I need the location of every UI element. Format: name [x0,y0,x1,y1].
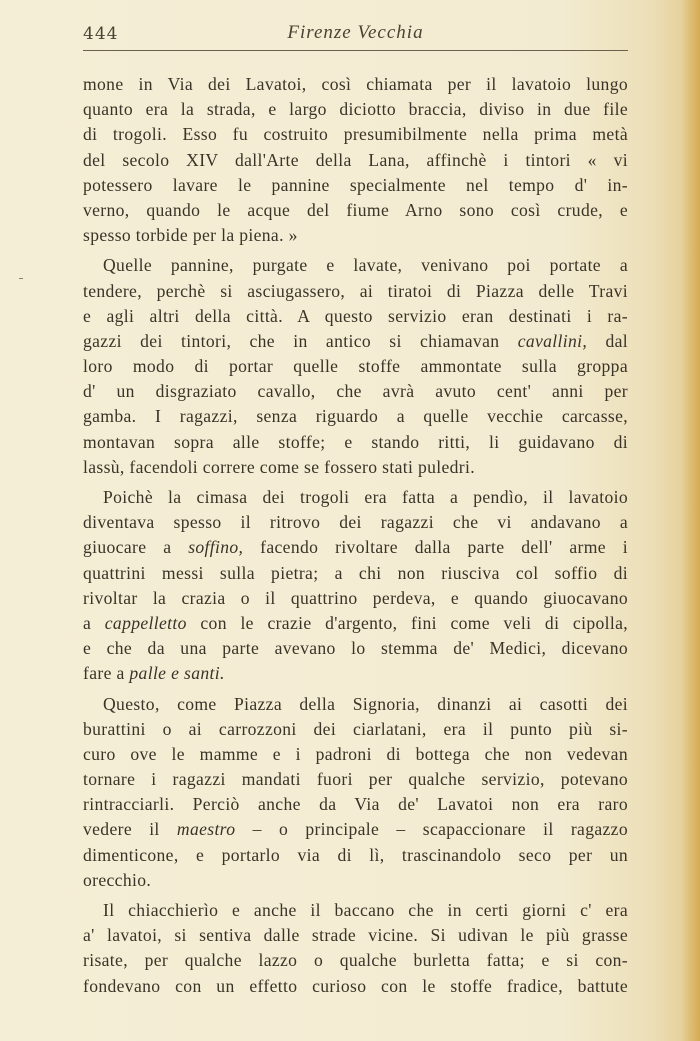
text-line [83,223,628,248]
text-line [83,948,628,973]
text-run: gamba. I ragazzi, senza riguardo a quelle vecchie carcasse, [83,406,628,427]
text-run: e agli altri della città. A questo servizio eran destinati i ra- [83,305,628,326]
text-run: mone in Via dei Lavatoi, così chiamata per il lavatoio lungo [83,74,628,94]
text-run: dimenticone, e portarlo via di lì, trascinandolo seco per un [83,844,628,865]
text-run: Quelle pannine, purgate e lavate, venivano poi portate a [103,255,628,276]
text-line [83,792,628,817]
text-run: dal [587,330,628,351]
text-run: con le crazie d'argento, fini come veli di cipolla, [186,612,628,633]
text-line [83,586,628,611]
text-run: vedere il [83,819,177,840]
text-run: potessero lavare le pannine specialmente nel tempo d' in- [83,174,628,195]
running-header [83,22,628,51]
text-run: verno, quando le acque del fiume Arno sono così crude, e [83,199,628,220]
text-line [83,455,628,480]
text-line [83,485,628,510]
text-line [83,868,628,893]
text-line [83,279,628,304]
running-title: Firenze Vecchia [287,22,424,43]
italic-term: palle e santi. [129,663,225,684]
text-run: a' lavatoi, si sentiva dalle strade vicine. Si udivan le più grasse [83,925,628,946]
text-line [83,329,628,354]
italic-term: cavallini, [517,330,588,351]
page-number: 444 [83,24,119,44]
text-line [83,72,628,97]
text-run: d' un disgraziato cavallo, che avrà avuto cent' anni per [83,381,628,402]
text-line [83,661,628,686]
text-line [83,354,628,379]
text-run: quanto era la strada, e largo diciotto braccia, diviso in due file [83,99,628,120]
text-line [83,173,628,198]
text-run: curo ove le mamme e i padroni di bottega che non vedevan [83,743,628,764]
text-line [83,843,628,868]
text-line [83,923,628,948]
text-run: orecchio. [83,869,152,890]
body-text [83,72,628,999]
text-run: giuocare a [83,537,189,558]
paragraph [83,692,628,894]
text-run: Poichè la cimasa dei trogoli era fatta a pendìo, il lavatoio [103,487,628,507]
text-run: diventava spesso il ritrovo dei ragazzi che vi andavano a [83,512,628,533]
text-run: tendere, perchè si asciugassero, ai tiratoi di Piazza delle Travi [83,280,628,301]
text-line [83,97,628,122]
text-line [83,379,628,404]
text-run: loro modo di portar quelle stoffe ammontate sulla groppa [83,356,628,377]
text-run: – o principale – scapaccionare il ragazzo [235,819,628,840]
text-line [83,611,628,636]
text-run: Questo, come Piazza della Signoria, dinanzi ai casotti dei [103,693,628,714]
text-line [83,304,628,329]
text-line [83,767,628,792]
paragraph [83,72,628,248]
text-line [83,510,628,535]
text-run: di trogoli. Esso fu costruito presumibilmente nella prima metà [83,124,628,145]
text-line [83,253,628,278]
italic-term: soffino, [188,537,244,558]
text-line [83,404,628,429]
paragraph [83,253,628,480]
text-run: risate, per qualche lazzo o qualche burletta fatta; e si con- [83,950,628,971]
text-run: tornare i ragazzi mandati fuori per qualche servizio, potevano [83,769,628,790]
text-line [83,535,628,560]
text-run: rivoltar la crazia o il quattrino perdeva, e quando giuocavano [83,587,628,608]
italic-term: cappelletto [104,612,187,633]
text-line [83,430,628,455]
text-run: fondevano con un effetto curioso con le stoffe fradice, battute [83,975,628,996]
text-run: e che da una parte avevano lo stemma de' Medici, dicevano [83,638,628,659]
text-run: montavan sopra alle stoffe; e stando ritti, li guidavano di [83,431,628,452]
text-line [83,742,628,767]
text-line [83,717,628,742]
text-run: spesso torbide per la piena. » [83,225,298,246]
text-line [83,122,628,147]
text-run: facendo rivoltare dalla parte dell' arme i [243,537,628,558]
paragraph [83,485,628,687]
italic-term: maestro [176,819,236,840]
margin-mark [19,278,23,279]
text-run: fare a [83,663,130,684]
text-line [83,148,628,173]
text-line [83,561,628,586]
page-edge-shadow [682,0,700,1041]
text-line [83,636,628,661]
text-run: Il chiacchierìo e anche il baccano che in certi giorni c' era [103,900,628,920]
text-run: a [83,612,105,633]
text-line [83,974,628,999]
text-run: gazzi dei tintori, che in antico si chiamavan [83,330,518,351]
text-run: rintracciarli. Perciò anche da Via de' Lavatoi non era raro [83,794,628,815]
text-run: lassù, facendoli correre come se fossero stati puledri. [83,456,475,477]
paragraph [83,898,628,999]
text-line [83,898,628,923]
text-line [83,692,628,717]
text-run: quattrini messi sulla pietra; a chi non riusciva col soffio di [83,562,628,583]
text-line [83,198,628,223]
text-line [83,817,628,842]
text-run: burattini o ai carrozzoni dei ciarlatani, era il punto più si- [83,718,628,739]
text-run: del secolo XIV dall'Arte della Lana, affinchè i tintori « vi [83,149,628,170]
